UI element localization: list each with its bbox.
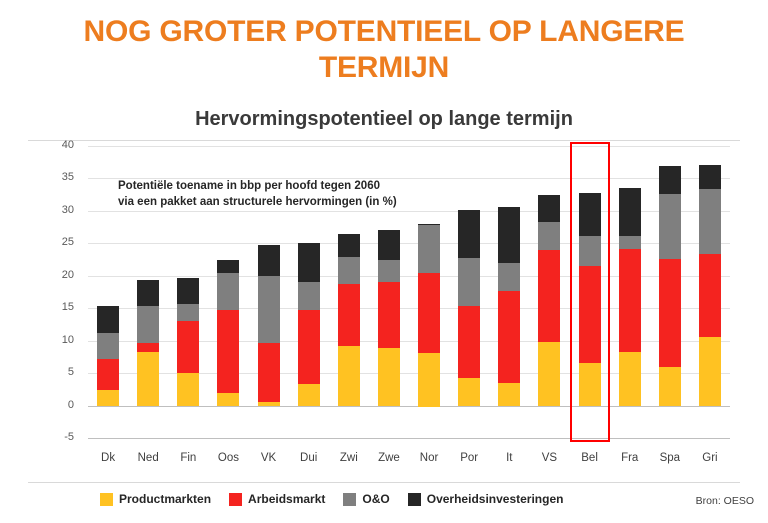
bar-segment: [498, 291, 520, 383]
x-tick-label: It: [506, 452, 513, 464]
y-tick-label: 0: [67, 398, 74, 411]
bar-segment: [298, 243, 320, 282]
y-tick-label: 15: [61, 301, 74, 314]
bar-segment: [378, 230, 400, 260]
legend-swatch: [343, 493, 356, 506]
y-tick-label: 5: [67, 366, 74, 379]
bar-segment: [217, 310, 239, 393]
bar-segment-negative: [418, 406, 440, 408]
bar-segment: [498, 263, 520, 290]
bar-segment: [258, 402, 280, 405]
x-tick-label: VK: [260, 452, 277, 464]
bar-segment: [538, 195, 560, 222]
bar-segment: [338, 346, 360, 406]
bar-segment: [177, 321, 199, 373]
bar-segment: [97, 306, 119, 333]
x-tick-label: Gri: [702, 452, 718, 464]
bar-segment: [498, 207, 520, 263]
bar-segment: [619, 236, 641, 250]
legend-label: O&O: [362, 492, 390, 506]
source-note: Bron: OESO: [695, 495, 754, 507]
bar-segment: [659, 367, 681, 405]
bar-group: [650, 140, 690, 478]
x-tick-label: Zwe: [378, 452, 400, 464]
bar-segment: [97, 333, 119, 360]
stacked-bar: [418, 140, 440, 478]
x-tick-label: Nor: [419, 452, 439, 464]
bar-segment: [659, 166, 681, 194]
bar-group: [610, 140, 650, 478]
legend-label: Overheidsinvesteringen: [426, 492, 564, 506]
annotation-line-2: via een pakket aan structurele hervormingen (in %): [118, 196, 397, 208]
bar-segment: [498, 383, 520, 406]
stacked-bar: [498, 140, 520, 478]
legend-swatch: [100, 493, 113, 506]
bar-segment: [137, 306, 159, 342]
bar-segment: [177, 278, 199, 304]
bar-group: [529, 140, 569, 478]
y-tick-label: 10: [61, 333, 74, 346]
legend-swatch: [229, 493, 242, 506]
bar-segment: [378, 282, 400, 348]
x-tick-label: Dk: [101, 452, 116, 464]
bar-segment: [177, 373, 199, 405]
bar-segment: [699, 337, 721, 406]
slide-title: NOG GROTER POTENTIEEL OP LANGERE TERMIJN: [83, 15, 685, 84]
legend-label: Arbeidsmarkt: [248, 492, 326, 506]
bar-segment: [538, 250, 560, 342]
stacked-bar: [458, 140, 480, 478]
bar-segment: [418, 225, 440, 272]
legend-item: [343, 492, 389, 506]
bar-segment: [538, 222, 560, 250]
x-tick-label: Ned: [137, 452, 159, 464]
legend-item: [229, 492, 325, 506]
stacked-bar: [619, 140, 641, 478]
bar-segment: [579, 236, 601, 266]
legend-swatch: [408, 493, 421, 506]
x-tick-label: Bel: [581, 452, 598, 464]
legend-label: Productmarkten: [119, 492, 212, 506]
bar-segment: [97, 359, 119, 389]
y-tick-label: 35: [61, 171, 74, 184]
chart-legend: [100, 492, 563, 506]
bottom-divider: [28, 482, 740, 483]
stacked-bar: [659, 140, 681, 478]
bar-segment: [378, 348, 400, 406]
bar-segment: [458, 306, 480, 379]
bar-segment: [418, 224, 440, 225]
bar-segment: [619, 188, 641, 235]
x-tick-label: VS: [541, 452, 558, 464]
bar-segment: [298, 384, 320, 405]
bar-segment: [579, 363, 601, 405]
x-tick-label: Fin: [180, 452, 197, 464]
bar-group: [570, 140, 610, 478]
bar-segment: [137, 280, 159, 306]
x-tick-label: Spa: [659, 452, 681, 464]
x-tick-label: Fra: [621, 452, 639, 464]
bar-segment: [418, 273, 440, 353]
bar-segment: [338, 234, 360, 257]
bar-segment: [258, 276, 280, 342]
stacked-bar: [538, 140, 560, 478]
stacked-bar: [579, 140, 601, 478]
bar-segment: [217, 393, 239, 405]
bar-group: [409, 140, 449, 478]
bar-segment: [137, 352, 159, 406]
legend-item: [408, 492, 564, 506]
bar-segment: [217, 260, 239, 273]
y-tick-label: 30: [61, 203, 74, 216]
annotation-line-1: Potentiële toename in bbp per hoofd tegen 2060: [118, 180, 380, 192]
bar-group: [489, 140, 529, 478]
bar-segment: [699, 189, 721, 254]
stacked-bar: [97, 140, 119, 478]
y-tick-label: 25: [61, 236, 74, 249]
bar-segment: [659, 194, 681, 259]
bar-segment: [659, 259, 681, 367]
y-tick-label: 40: [61, 139, 74, 151]
bar-segment: [338, 257, 360, 284]
bar-group: [449, 140, 489, 478]
bar-segment: [258, 245, 280, 276]
chart-annotation: [118, 178, 397, 210]
bar-segment: [298, 310, 320, 385]
bar-segment: [458, 378, 480, 405]
bar-segment: [699, 254, 721, 336]
bar-segment: [418, 353, 440, 406]
bar-segment: [538, 342, 560, 406]
x-tick-label: Zwi: [339, 452, 358, 464]
bar-segment: [458, 258, 480, 306]
bar-segment: [579, 193, 601, 236]
x-tick-label: Dui: [300, 452, 318, 464]
bar-segment: [699, 165, 721, 189]
y-tick-label: -5: [64, 431, 74, 443]
bar-segment: [298, 282, 320, 309]
bar-segment: [177, 304, 199, 321]
y-tick-label: 20: [61, 268, 74, 281]
x-tick-label: Oos: [217, 452, 239, 464]
bar-segment: [338, 284, 360, 346]
bar-segment: [258, 343, 280, 403]
chart-title: Hervormingspotentieel op lange termijn: [195, 108, 573, 130]
bar-group: [690, 140, 730, 478]
x-tick-label: Por: [460, 452, 479, 464]
bar-segment: [619, 249, 641, 352]
bar-segment: [378, 260, 400, 283]
bar-segment: [579, 266, 601, 363]
bar-segment: [217, 273, 239, 311]
legend-item: [100, 492, 211, 506]
bar-segment: [137, 343, 159, 352]
bar-segment: [97, 390, 119, 406]
bar-segment: [458, 210, 480, 258]
bar-segment: [619, 352, 641, 406]
stacked-bar: [699, 140, 721, 478]
